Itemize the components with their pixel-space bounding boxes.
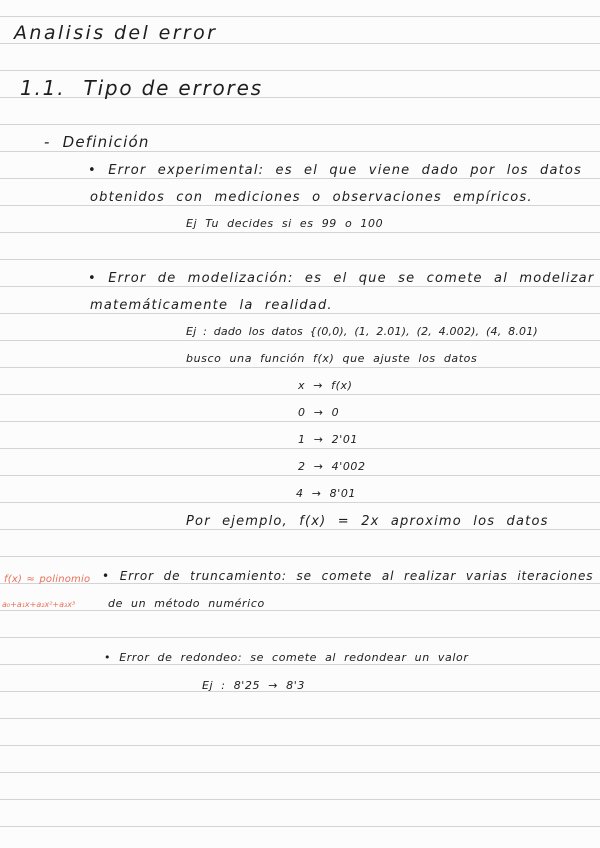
page-title: Analisis del error bbox=[14, 22, 218, 44]
bullet-error-experimental bbox=[88, 164, 582, 177]
mapping-row: 0 → 0 bbox=[298, 406, 340, 419]
section-heading bbox=[20, 78, 263, 98]
subheading-definicion: - Definición bbox=[44, 133, 150, 151]
mapping-row: 1 → 2'01 bbox=[298, 433, 359, 446]
bullet-marker: • bbox=[104, 651, 112, 664]
bullet-text-line: obtenidos con mediciones o observaciones empíricos. bbox=[90, 190, 533, 205]
example-line: Ej Tu decides si es 99 o 100 bbox=[186, 217, 384, 230]
bullet-marker: • bbox=[102, 569, 110, 583]
bullet-error-modelizacion bbox=[88, 272, 594, 285]
conclusion-line: Por ejemplo, f(x) = 2x aproximo los datos bbox=[186, 514, 549, 529]
bullet-text-line: Error experimental: es el que viene dado por los datos bbox=[108, 163, 583, 178]
bullet-marker: • bbox=[88, 163, 97, 178]
bullet-marker: • bbox=[88, 271, 97, 286]
example-line: Ej : dado los datos {(0,0), (1, 2.01), (2, 4.002), (4, 8.01) bbox=[186, 325, 538, 338]
margin-note-polinomio: f(x) ≈ polinomio bbox=[4, 574, 91, 585]
example-line: Ej : 8'25 → 8'3 bbox=[202, 679, 305, 692]
bullet-error-truncamiento bbox=[102, 570, 593, 582]
mapping-row: 4 → 8'01 bbox=[296, 487, 357, 500]
margin-note-polynomial-expression: a₀+a₁x+a₂x²+a₃x³ bbox=[2, 600, 76, 609]
mapping-row: 2 → 4'002 bbox=[298, 460, 366, 473]
section-number: 1.1. bbox=[20, 76, 66, 100]
bullet-text-line: matemáticamente la realidad. bbox=[90, 298, 333, 313]
bullet-text-line: de un método numérico bbox=[108, 597, 265, 610]
example-line: busco una función f(x) que ajuste los datos bbox=[186, 352, 478, 365]
mapping-header: x → f(x) bbox=[298, 379, 353, 392]
section-title: Tipo de errores bbox=[83, 76, 263, 100]
bullet-text-line: Error de modelización: es el que se comete al modelizar bbox=[108, 271, 595, 286]
bullet-text-line: Error de truncamiento: se comete al realizar varias iteraciones bbox=[119, 569, 594, 583]
bullet-text-line: Error de redondeo: se comete al redondear un valor bbox=[119, 651, 469, 664]
bullet-error-redondeo bbox=[104, 652, 468, 663]
